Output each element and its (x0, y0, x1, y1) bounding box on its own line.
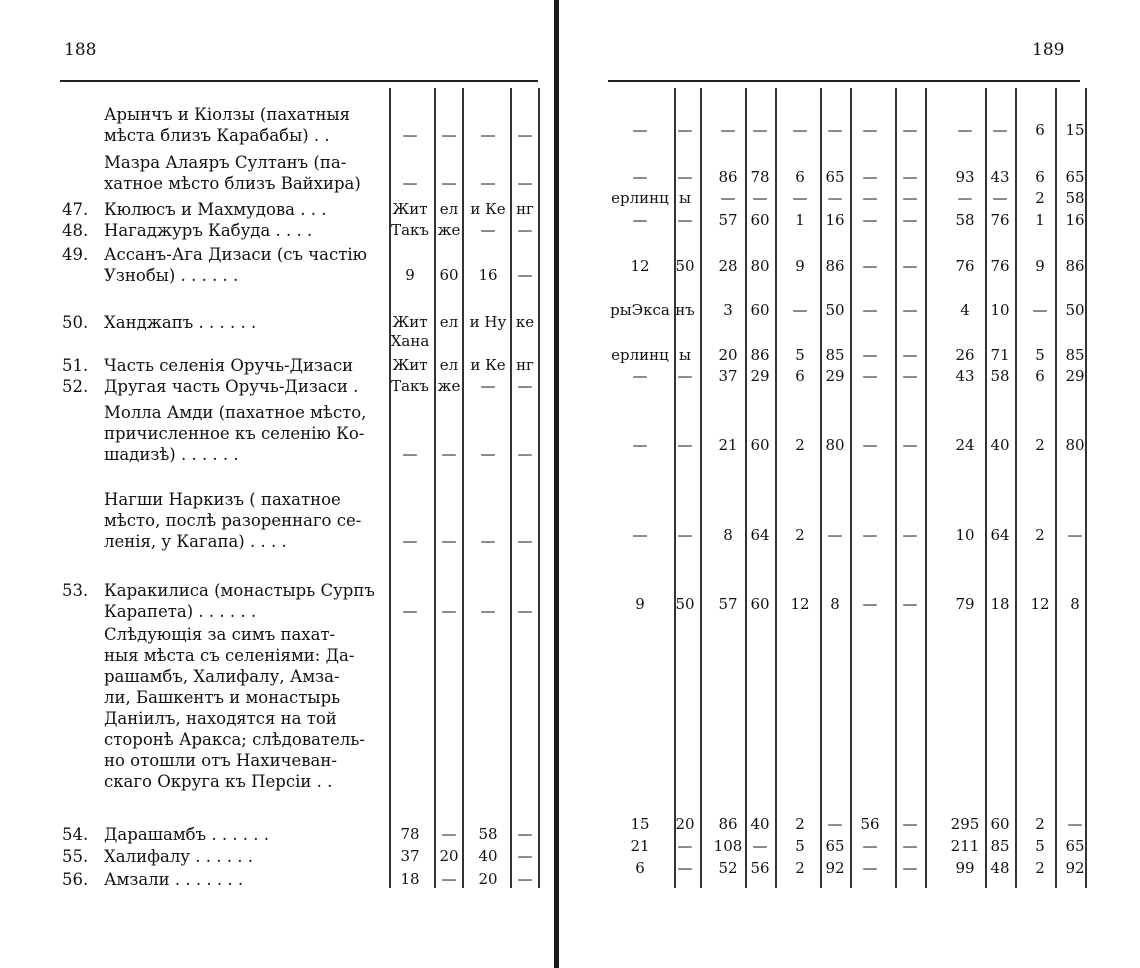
table-cell: — (632, 436, 648, 454)
table-cell: 15 (630, 815, 650, 833)
table-cell: 6 (1035, 121, 1045, 139)
value-cell: — (441, 174, 457, 192)
table-cell: — (902, 211, 918, 229)
table-cell: — (792, 121, 808, 139)
value-cell: — (441, 126, 457, 144)
table-cell: — (862, 211, 878, 229)
table-cell: 50 (675, 595, 695, 613)
right-page (560, 0, 1140, 968)
table-cell: 2 (1035, 189, 1045, 207)
value-cell: 37 (400, 847, 420, 865)
table-cell: — (632, 526, 648, 544)
value-cell: Жит (392, 356, 428, 374)
entry-text-line: Слѣдующія за симъ пахат- (104, 625, 336, 644)
table-cell: 28 (718, 257, 738, 275)
table-cell: — (862, 168, 878, 186)
value-cell: — (517, 825, 533, 843)
table-cell: — (862, 367, 878, 385)
table-cell: — (902, 837, 918, 855)
value-cell: 78 (400, 825, 420, 843)
table-cell: 43 (990, 168, 1010, 186)
table-cell: 6 (795, 168, 805, 186)
value-cell: — (517, 870, 533, 888)
value-cell: 40 (478, 847, 498, 865)
entry-text-line: Дарашамбъ . . . . . . (104, 825, 270, 844)
table-cell: — (862, 189, 878, 207)
page-number-right: 189 (1032, 40, 1065, 60)
table-cell: 86 (718, 168, 738, 186)
table-cell: — (902, 815, 918, 833)
value-cell: нг (516, 356, 534, 374)
table-cell: 85 (1065, 346, 1085, 364)
table-cell: 12 (1030, 595, 1050, 613)
table-cell: — (827, 815, 843, 833)
entry-text-line: мѣста близъ Карабабы) . . (104, 126, 330, 145)
table-cell: 85 (825, 346, 845, 364)
row-number: 48. (62, 221, 89, 240)
table-cell: 26 (955, 346, 975, 364)
table-cell: 1 (1035, 211, 1045, 229)
table-cell: — (632, 367, 648, 385)
table-cell: 21 (630, 837, 650, 855)
table-cell: 92 (1065, 859, 1085, 877)
value-cell: же (437, 377, 461, 395)
table-cell: 99 (955, 859, 975, 877)
entry-text-line: шадизѣ) . . . . . . (104, 445, 239, 464)
table-cell: — (677, 121, 693, 139)
table-cell: — (862, 257, 878, 275)
table-cell: 18 (990, 595, 1010, 613)
value-cell: — (402, 602, 418, 620)
table-cell: — (902, 168, 918, 186)
table-cell: 40 (750, 815, 770, 833)
table-cell: 6 (1035, 168, 1045, 186)
row-number: 56. (62, 870, 89, 889)
entry-text-line: мѣсто, послѣ разореннаго се- (104, 511, 362, 530)
entry-text-line: Молла Амди (пахатное мѣсто, (104, 403, 367, 422)
table-cell: 9 (795, 257, 805, 275)
value-cell: — (441, 825, 457, 843)
entry-text-line: но отошли отъ Нахичеван- (104, 751, 337, 770)
row-number: 53. (62, 581, 89, 600)
table-cell: 6 (1035, 367, 1045, 385)
table-cell: 2 (1035, 859, 1045, 877)
table-cell: 65 (1065, 837, 1085, 855)
value-cell: — (480, 532, 496, 550)
table-cell: 92 (825, 859, 845, 877)
table-cell: — (902, 301, 918, 319)
value-cell: — (441, 532, 457, 550)
table-cell: 60 (750, 595, 770, 613)
table-cell: — (992, 189, 1008, 207)
table-cell: — (902, 595, 918, 613)
value-cell: и Ке (470, 200, 506, 218)
value-cell: — (517, 445, 533, 463)
table-cell: — (1067, 526, 1083, 544)
entry-text-line: ныя мѣста съ селеніями: Да- (104, 646, 355, 665)
table-cell: — (827, 189, 843, 207)
table-cell: — (677, 367, 693, 385)
value-cell-extra: Хана (390, 332, 430, 350)
table-cell: 80 (825, 436, 845, 454)
table-cell: — (862, 837, 878, 855)
table-cell: 6 (635, 859, 645, 877)
value-cell: Такъ (391, 221, 429, 239)
entry-text-line: причисленное къ селенію Ко- (104, 424, 365, 443)
entry-text-line: Карапета) . . . . . . (104, 602, 257, 621)
table-cell: — (632, 211, 648, 229)
row-number: 49. (62, 245, 89, 264)
table-cell: — (902, 526, 918, 544)
table-cell: 57 (718, 595, 738, 613)
value-cell: — (517, 602, 533, 620)
table-cell: 3 (723, 301, 733, 319)
value-cell: — (480, 174, 496, 192)
row-number: 47. (62, 200, 89, 219)
table-cell: — (902, 189, 918, 207)
entry-text-line: Часть селенія Оручь-Дизаси (104, 356, 354, 375)
table-cell: 43 (955, 367, 975, 385)
table-cell: — (677, 859, 693, 877)
row-number: 55. (62, 847, 89, 866)
table-cell: 2 (795, 859, 805, 877)
table-cell: нъ (675, 301, 695, 319)
table-cell: 48 (990, 859, 1010, 877)
table-cell: — (677, 436, 693, 454)
table-cell: — (902, 346, 918, 364)
value-cell: 58 (478, 825, 498, 843)
table-cell: — (677, 526, 693, 544)
value-cell: же (437, 221, 461, 239)
table-cell: 5 (1035, 837, 1045, 855)
entry-text-line: Кюлюсъ и Махмудова . . . (104, 200, 327, 219)
table-cell: 6 (795, 367, 805, 385)
table-cell: 5 (795, 346, 805, 364)
table-cell: 76 (955, 257, 975, 275)
entry-text-line: скаго Округа къ Персіи . . (104, 772, 333, 791)
table-cell: — (677, 168, 693, 186)
table-cell: — (862, 346, 878, 364)
table-cell: 65 (825, 168, 845, 186)
table-cell: — (677, 837, 693, 855)
table-cell: 64 (750, 526, 770, 544)
table-cell: 60 (750, 436, 770, 454)
entry-text-line: сторонѣ Аракса; слѣдователь- (104, 730, 365, 749)
table-cell: — (862, 301, 878, 319)
header-rule-right (608, 80, 1080, 82)
value-cell: и Ке (470, 356, 506, 374)
table-cell: 58 (1065, 189, 1085, 207)
entry-text-line: Узнобы) . . . . . . (104, 266, 239, 285)
entry-text-line: Нагши Наркизъ ( пахатное (104, 490, 341, 509)
value-cell: — (402, 126, 418, 144)
table-cell: — (862, 526, 878, 544)
entry-text-line: Ханджапъ . . . . . . (104, 313, 257, 332)
table-cell: 12 (790, 595, 810, 613)
table-cell: 5 (795, 837, 805, 855)
value-cell: ел (439, 313, 459, 331)
table-cell: 60 (750, 211, 770, 229)
table-cell: ерлинц (611, 346, 669, 364)
table-cell: 16 (825, 211, 845, 229)
value-cell: — (480, 445, 496, 463)
table-cell: — (902, 121, 918, 139)
entry-text-line: хатное мѣсто близъ Вайхира) (104, 174, 361, 193)
table-cell: ы (679, 346, 691, 364)
table-cell: — (862, 859, 878, 877)
table-cell: 76 (990, 211, 1010, 229)
table-cell: 10 (990, 301, 1010, 319)
table-cell: 8 (1070, 595, 1080, 613)
table-cell: 79 (955, 595, 975, 613)
table-cell: — (902, 367, 918, 385)
table-cell: — (957, 189, 973, 207)
table-cell: 93 (955, 168, 975, 186)
value-cell: — (480, 221, 496, 239)
value-cell: ел (439, 200, 459, 218)
value-cell: 20 (478, 870, 498, 888)
value-cell: 18 (400, 870, 420, 888)
value-cell: — (517, 126, 533, 144)
value-cell: — (517, 532, 533, 550)
table-cell: 20 (718, 346, 738, 364)
table-cell: 58 (955, 211, 975, 229)
table-cell: 1 (795, 211, 805, 229)
table-cell: 71 (990, 346, 1010, 364)
entry-text-line: Каракилиса (монастырь Сурпъ (104, 581, 375, 600)
table-cell: — (1032, 301, 1048, 319)
table-cell: — (862, 436, 878, 454)
table-cell: 2 (1035, 815, 1045, 833)
value-cell: — (402, 532, 418, 550)
value-cell: — (517, 377, 533, 395)
table-cell: 37 (718, 367, 738, 385)
table-cell: 80 (750, 257, 770, 275)
table-cell: — (957, 121, 973, 139)
table-cell: 78 (750, 168, 770, 186)
book-gutter (554, 0, 559, 968)
entry-text-line: рашамбъ, Халифалу, Амза- (104, 667, 340, 686)
table-cell: — (862, 121, 878, 139)
value-cell: нг (516, 200, 534, 218)
table-cell: 8 (723, 526, 733, 544)
table-cell: 5 (1035, 346, 1045, 364)
table-cell: — (752, 837, 768, 855)
table-cell: 50 (675, 257, 695, 275)
entry-text-line: ленія, у Кагапа) . . . . (104, 532, 287, 551)
value-cell: — (441, 870, 457, 888)
header-rule-left (60, 80, 538, 82)
table-cell: 15 (1065, 121, 1085, 139)
table-cell: 85 (990, 837, 1010, 855)
table-cell: — (902, 859, 918, 877)
value-cell: 16 (478, 266, 498, 284)
value-cell: — (517, 266, 533, 284)
table-cell: 86 (718, 815, 738, 833)
table-cell: рыЭкса (610, 301, 670, 319)
value-cell: 9 (405, 266, 415, 284)
table-cell: 9 (635, 595, 645, 613)
table-cell: 57 (718, 211, 738, 229)
value-cell: — (480, 377, 496, 395)
value-cell: 20 (439, 847, 459, 865)
table-cell: 12 (630, 257, 650, 275)
value-cell: ке (515, 313, 535, 331)
table-cell: 58 (990, 367, 1010, 385)
table-cell: — (677, 211, 693, 229)
entry-text-line: Ассанъ-Ага Дизаси (съ частію (104, 245, 368, 264)
table-cell: 50 (1065, 301, 1085, 319)
table-cell: 8 (830, 595, 840, 613)
table-cell: 2 (795, 815, 805, 833)
value-cell: — (517, 221, 533, 239)
entry-text-line: ли, Башкентъ и монастырь (104, 688, 341, 707)
value-cell: — (402, 445, 418, 463)
table-cell: — (720, 189, 736, 207)
table-cell: — (902, 436, 918, 454)
value-cell: — (480, 126, 496, 144)
value-cell: Жит (392, 313, 428, 331)
table-cell: 2 (1035, 436, 1045, 454)
value-cell: Жит (392, 200, 428, 218)
value-cell: — (402, 174, 418, 192)
table-cell: 211 (950, 837, 980, 855)
table-cell: — (992, 121, 1008, 139)
table-cell: 4 (960, 301, 970, 319)
value-cell: — (517, 847, 533, 865)
table-cell: 65 (825, 837, 845, 855)
table-cell: 56 (860, 815, 880, 833)
table-cell: — (862, 595, 878, 613)
table-cell: 10 (955, 526, 975, 544)
table-cell: — (827, 526, 843, 544)
table-cell: — (720, 121, 736, 139)
row-number: 51. (62, 356, 89, 375)
table-cell: 65 (1065, 168, 1085, 186)
table-cell: — (792, 189, 808, 207)
entry-text-line: Арынчъ и Кіолзы (пахатныя (104, 105, 351, 124)
table-cell: — (632, 121, 648, 139)
value-cell: — (480, 602, 496, 620)
table-cell: 24 (955, 436, 975, 454)
table-cell: 60 (990, 815, 1010, 833)
table-cell: — (1067, 815, 1083, 833)
table-cell: 56 (750, 859, 770, 877)
entry-text-line: Халифалу . . . . . . (104, 847, 253, 866)
table-cell: — (902, 257, 918, 275)
table-cell: — (792, 301, 808, 319)
value-cell: — (441, 445, 457, 463)
table-cell: — (752, 121, 768, 139)
left-page (0, 0, 555, 968)
table-cell: 20 (675, 815, 695, 833)
table-cell: 295 (950, 815, 980, 833)
row-number: 52. (62, 377, 89, 396)
value-cell: — (517, 174, 533, 192)
entry-text-line: Мазра Алаяръ Султанъ (па- (104, 153, 347, 172)
table-cell: ы (679, 189, 691, 207)
table-cell: 76 (990, 257, 1010, 275)
table-cell: 29 (750, 367, 770, 385)
table-cell: 52 (718, 859, 738, 877)
table-cell: — (632, 168, 648, 186)
table-cell: 50 (825, 301, 845, 319)
table-cell: 86 (825, 257, 845, 275)
row-number: 54. (62, 825, 89, 844)
table-cell: 64 (990, 526, 1010, 544)
entry-text-line: Даніилъ, находятся на той (104, 709, 337, 728)
table-cell: — (752, 189, 768, 207)
table-cell: 86 (750, 346, 770, 364)
value-cell: и Ну (469, 313, 507, 331)
value-cell: 60 (439, 266, 459, 284)
table-cell: 40 (990, 436, 1010, 454)
value-cell: ел (439, 356, 459, 374)
table-cell: ерлинц (611, 189, 669, 207)
table-cell: 2 (795, 436, 805, 454)
table-cell: 86 (1065, 257, 1085, 275)
table-cell: 60 (750, 301, 770, 319)
page-number-left: 188 (64, 40, 97, 60)
entry-text-line: Амзали . . . . . . . (104, 870, 244, 889)
entry-text-line: Нагаджуръ Кабуда . . . . (104, 221, 313, 240)
value-cell: Такъ (391, 377, 429, 395)
table-cell: 9 (1035, 257, 1045, 275)
table-cell: 16 (1065, 211, 1085, 229)
value-cell: — (441, 602, 457, 620)
entry-text-line: Другая часть Оручь-Дизаси . (104, 377, 359, 396)
table-cell: — (827, 121, 843, 139)
table-cell: 29 (825, 367, 845, 385)
table-cell: 21 (718, 436, 738, 454)
row-number: 50. (62, 313, 89, 332)
table-cell: 29 (1065, 367, 1085, 385)
table-cell: 108 (713, 837, 743, 855)
table-cell: 2 (795, 526, 805, 544)
table-cell: 80 (1065, 436, 1085, 454)
table-cell: 2 (1035, 526, 1045, 544)
